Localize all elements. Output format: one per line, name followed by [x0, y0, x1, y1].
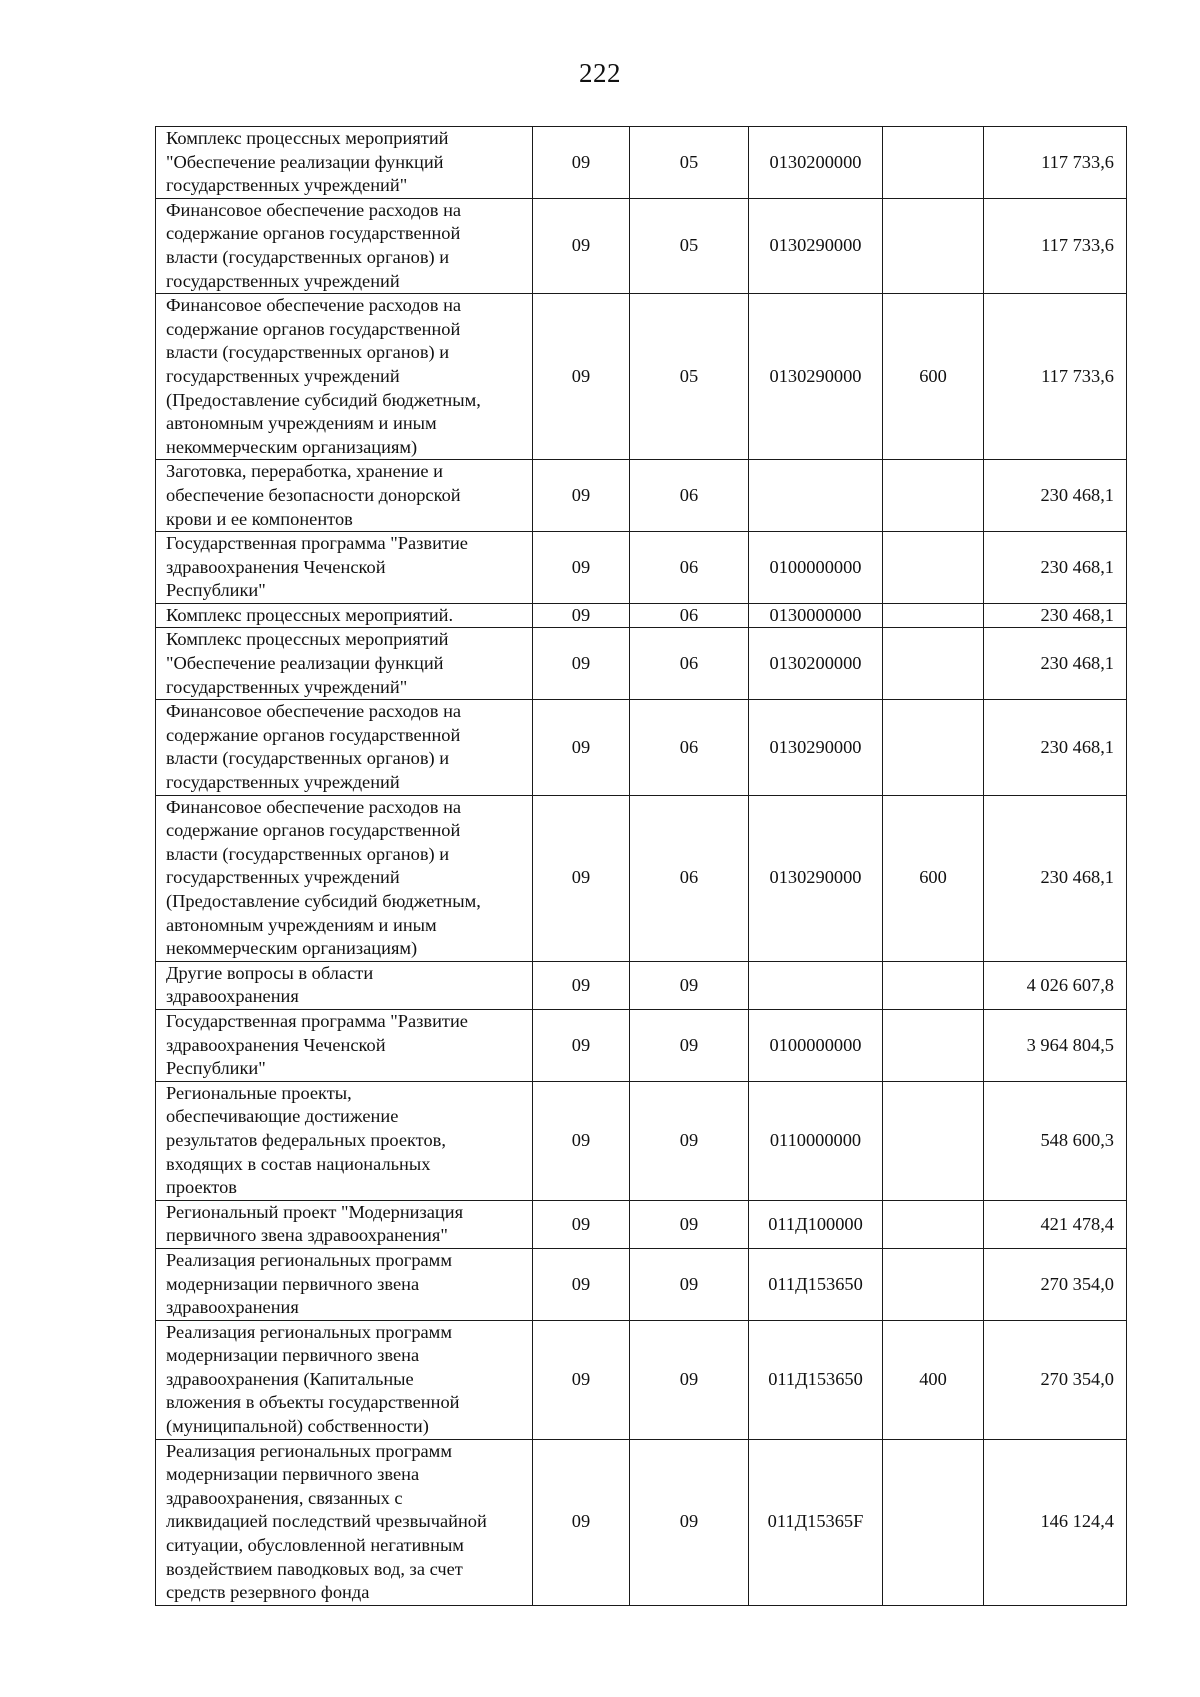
target-article-code-cell: 0100000000 [749, 1009, 883, 1081]
target-article-code-cell [749, 961, 883, 1009]
section-code-cell: 09 [533, 795, 630, 961]
subsection-code-cell: 09 [630, 1439, 749, 1605]
section-code-cell: 09 [533, 532, 630, 604]
expense-type-code-cell [883, 1439, 984, 1605]
target-article-code-cell: 0130290000 [749, 198, 883, 293]
expense-name-line: (Предоставление субсидий бюджетным, [166, 389, 481, 410]
expense-name-line: государственных учреждений" [166, 175, 408, 196]
expense-name-line: Комплекс процессных мероприятий. [166, 604, 454, 625]
expense-type-code-cell [883, 700, 984, 795]
subsection-code-cell: 09 [630, 1081, 749, 1200]
subsection-code-cell: 05 [630, 127, 749, 199]
subsection-code-cell: 06 [630, 628, 749, 700]
expense-name-line: Реализация региональных программ [166, 1321, 452, 1342]
expense-name-cell [156, 198, 533, 293]
expense-name-cell [156, 795, 533, 961]
section-code-cell: 09 [533, 961, 630, 1009]
subsection-code-cell: 05 [630, 294, 749, 460]
target-article-code-cell: 0130000000 [749, 603, 883, 628]
amount-cell: 270 354,0 [984, 1320, 1127, 1439]
expense-name-line: Государственная программа "Развитие [166, 1010, 468, 1031]
subsection-code-cell: 09 [630, 1248, 749, 1320]
expense-type-code-cell [883, 532, 984, 604]
expense-name-line: ликвидацией последствий чрезвычайной [166, 1511, 487, 1532]
section-code-cell: 09 [533, 1439, 630, 1605]
target-article-code-cell: 0130290000 [749, 294, 883, 460]
expense-name-line: Региональный проект "Модернизация [166, 1201, 464, 1222]
table-row [156, 1200, 1127, 1248]
amount-cell: 548 600,3 [984, 1081, 1127, 1200]
expense-name-cell [156, 294, 533, 460]
section-code-cell: 09 [533, 1200, 630, 1248]
table-row [156, 700, 1127, 795]
expense-name-cell [156, 961, 533, 1009]
table-row [156, 603, 1127, 628]
table-row [156, 1320, 1127, 1439]
expense-name-cell [156, 1248, 533, 1320]
expense-name-cell [156, 1200, 533, 1248]
expense-type-code-cell [883, 603, 984, 628]
expense-name-line: (Предоставление субсидий бюджетным, [166, 891, 481, 911]
expense-name-line: воздействием паводковых вод, за счет [166, 1558, 463, 1579]
expense-name-line: государственных учреждений [166, 772, 400, 793]
expense-name-line: Республики" [166, 580, 266, 601]
expense-name-cell [156, 1320, 533, 1439]
expense-name-line: здравоохранения Чеченской [166, 556, 386, 577]
expense-name-line: государственных учреждений" [166, 676, 408, 697]
expense-name-line: здравоохранения [166, 1297, 299, 1318]
expense-name-line: содержание органов государственной [166, 318, 461, 339]
subsection-code-cell: 06 [630, 795, 749, 961]
target-article-code-cell: 011Д15365F [749, 1439, 883, 1605]
expense-name-line: вложения в объекты государственной [166, 1392, 460, 1413]
table-row [156, 961, 1127, 1009]
expense-name-line: здравоохранения Чеченской [166, 1034, 386, 1055]
amount-cell: 117 733,6 [984, 127, 1127, 199]
target-article-code-cell [749, 460, 883, 532]
expense-type-code-cell [883, 1009, 984, 1081]
expense-name-line: "Обеспечение реализации функций [166, 151, 444, 172]
table-row [156, 532, 1127, 604]
target-article-code-cell: 011Д100000 [749, 1200, 883, 1248]
expense-name-line: ситуации, обусловленной негативным [166, 1535, 464, 1556]
expense-name-line: Комплекс процессных мероприятий [166, 629, 449, 650]
expense-name-line: модернизации первичного звена [166, 1345, 420, 1366]
expense-name-line: государственных учреждений [166, 270, 400, 291]
amount-cell: 230 468,1 [984, 700, 1127, 795]
expense-name-line: модернизации первичного звена [166, 1464, 420, 1485]
section-code-cell: 09 [533, 700, 630, 795]
subsection-code-cell: 09 [630, 1200, 749, 1248]
expense-name-line: Другие вопросы в области [166, 962, 374, 983]
expense-name-cell [156, 532, 533, 604]
amount-cell: 117 733,6 [984, 294, 1127, 460]
expense-name-line: средств резервного фонда [166, 1582, 370, 1603]
expense-type-code-cell: 600 [883, 795, 984, 961]
expense-name-cell [156, 127, 533, 199]
table-row [156, 795, 1127, 961]
expense-type-code-cell [883, 1081, 984, 1200]
expense-name-line: Республики" [166, 1058, 266, 1079]
table-row [156, 1081, 1127, 1200]
expense-name-line: содержание органов государственной [166, 223, 461, 244]
subsection-code-cell: 05 [630, 198, 749, 293]
expense-name-line: проектов [166, 1177, 237, 1198]
target-article-code-cell: 0100000000 [749, 532, 883, 604]
target-article-code-cell: 0110000000 [749, 1081, 883, 1200]
expense-name-line: Реализация региональных программ [166, 1440, 452, 1461]
amount-cell: 146 124,4 [984, 1439, 1127, 1605]
expense-type-code-cell [883, 198, 984, 293]
expense-name-line: содержание органов государственной [166, 820, 461, 841]
expense-name-line: результатов федеральных проектов, [166, 1129, 446, 1150]
expense-name-cell [156, 1081, 533, 1200]
section-code-cell: 09 [533, 1320, 630, 1439]
expense-name-line: власти (государственных органов) и [166, 246, 450, 267]
expense-name-line: здравоохранения (Капитальные [166, 1368, 414, 1389]
expense-type-code-cell: 400 [883, 1320, 984, 1439]
expense-name-line: Финансовое обеспечение расходов на [166, 796, 462, 817]
expense-name-line: Заготовка, переработка, хранение и [166, 461, 444, 482]
table-row [156, 294, 1127, 460]
expense-name-cell [156, 1439, 533, 1605]
expense-name-line: Региональные проекты, [166, 1082, 352, 1103]
expense-name-line: содержание органов государственной [166, 724, 461, 745]
target-article-code-cell: 0130290000 [749, 700, 883, 795]
expense-name-line: государственных учреждений [166, 365, 400, 386]
table-row [156, 1248, 1127, 1320]
expense-name-line: Реализация региональных программ [166, 1249, 452, 1270]
section-code-cell: 09 [533, 1009, 630, 1081]
expense-name-line: некоммерческим организациям) [166, 436, 418, 457]
expense-name-line: некоммерческим организациям) [166, 938, 418, 959]
expense-name-line: входящих в состав национальных [166, 1153, 431, 1174]
amount-cell: 230 468,1 [984, 628, 1127, 700]
target-article-code-cell: 011Д153650 [749, 1248, 883, 1320]
target-article-code-cell: 0130290000 [749, 795, 883, 961]
budget-table [155, 126, 1127, 1606]
amount-cell: 421 478,4 [984, 1200, 1127, 1248]
section-code-cell: 09 [533, 294, 630, 460]
expense-name-cell [156, 603, 533, 628]
table-row [156, 1439, 1127, 1605]
expense-type-code-cell: 600 [883, 294, 984, 460]
expense-name-line: Комплекс процессных мероприятий [166, 128, 449, 148]
budget-table-body [156, 127, 1127, 1606]
expense-name-line: Государственная программа "Развитие [166, 533, 468, 554]
expense-name-line: автономным учреждениям и иным [166, 413, 437, 434]
subsection-code-cell: 06 [630, 532, 749, 604]
subsection-code-cell: 06 [630, 460, 749, 532]
subsection-code-cell: 06 [630, 700, 749, 795]
amount-cell: 270 354,0 [984, 1248, 1127, 1320]
amount-cell: 3 964 804,5 [984, 1009, 1127, 1081]
subsection-code-cell: 09 [630, 961, 749, 1009]
expense-name-line: Финансовое обеспечение расходов на [166, 199, 462, 220]
amount-cell: 230 468,1 [984, 532, 1127, 604]
amount-cell: 117 733,6 [984, 198, 1127, 293]
expense-name-line: "Обеспечение реализации функций [166, 653, 444, 674]
expense-type-code-cell [883, 1200, 984, 1248]
target-article-code-cell: 0130200000 [749, 127, 883, 199]
expense-name-line: первичного звена здравоохранения" [166, 1225, 448, 1246]
expense-name-cell [156, 628, 533, 700]
expense-name-line: модернизации первичного звена [166, 1273, 420, 1294]
expense-type-code-cell [883, 127, 984, 199]
expense-name-line: здравоохранения [166, 986, 299, 1007]
expense-type-code-cell [883, 460, 984, 532]
section-code-cell: 09 [533, 127, 630, 199]
expense-name-line: обеспечивающие достижение [166, 1106, 399, 1127]
page-number: 222 [579, 58, 621, 88]
expense-name-line: государственных учреждений [166, 867, 400, 888]
table-row [156, 198, 1127, 293]
expense-name-line: Финансовое обеспечение расходов на [166, 701, 462, 722]
expense-name-line: крови и ее компонентов [166, 508, 353, 529]
subsection-code-cell: 09 [630, 1320, 749, 1439]
amount-cell: 4 026 607,8 [984, 961, 1127, 1009]
section-code-cell: 09 [533, 1248, 630, 1320]
expense-name-line: власти (государственных органов) и [166, 748, 450, 769]
expense-name-line: власти (государственных органов) и [166, 843, 450, 864]
table-row [156, 628, 1127, 700]
expense-name-line: (муниципальной) собственности) [166, 1416, 429, 1437]
expense-name-line: власти (государственных органов) и [166, 342, 450, 363]
expense-name-line: автономным учреждениям и иным [166, 914, 437, 935]
expense-type-code-cell [883, 628, 984, 700]
section-code-cell: 09 [533, 603, 630, 628]
expense-name-cell [156, 700, 533, 795]
table-row [156, 460, 1127, 532]
expense-name-line: обеспечение безопасности донорской [166, 484, 461, 505]
target-article-code-cell: 011Д153650 [749, 1320, 883, 1439]
expense-name-cell [156, 1009, 533, 1081]
section-code-cell: 09 [533, 1081, 630, 1200]
table-row [156, 127, 1127, 199]
subsection-code-cell: 06 [630, 603, 749, 628]
section-code-cell: 09 [533, 628, 630, 700]
table-row [156, 1009, 1127, 1081]
section-code-cell: 09 [533, 460, 630, 532]
amount-cell: 230 468,1 [984, 460, 1127, 532]
expense-type-code-cell [883, 1248, 984, 1320]
target-article-code-cell: 0130200000 [749, 628, 883, 700]
expense-name-line: Финансовое обеспечение расходов на [166, 295, 462, 316]
expense-name-line: здравоохранения, связанных с [166, 1487, 403, 1508]
expense-type-code-cell [883, 961, 984, 1009]
subsection-code-cell: 09 [630, 1009, 749, 1081]
amount-cell: 230 468,1 [984, 603, 1127, 628]
section-code-cell: 09 [533, 198, 630, 293]
amount-cell: 230 468,1 [984, 795, 1127, 961]
expense-name-cell [156, 460, 533, 532]
